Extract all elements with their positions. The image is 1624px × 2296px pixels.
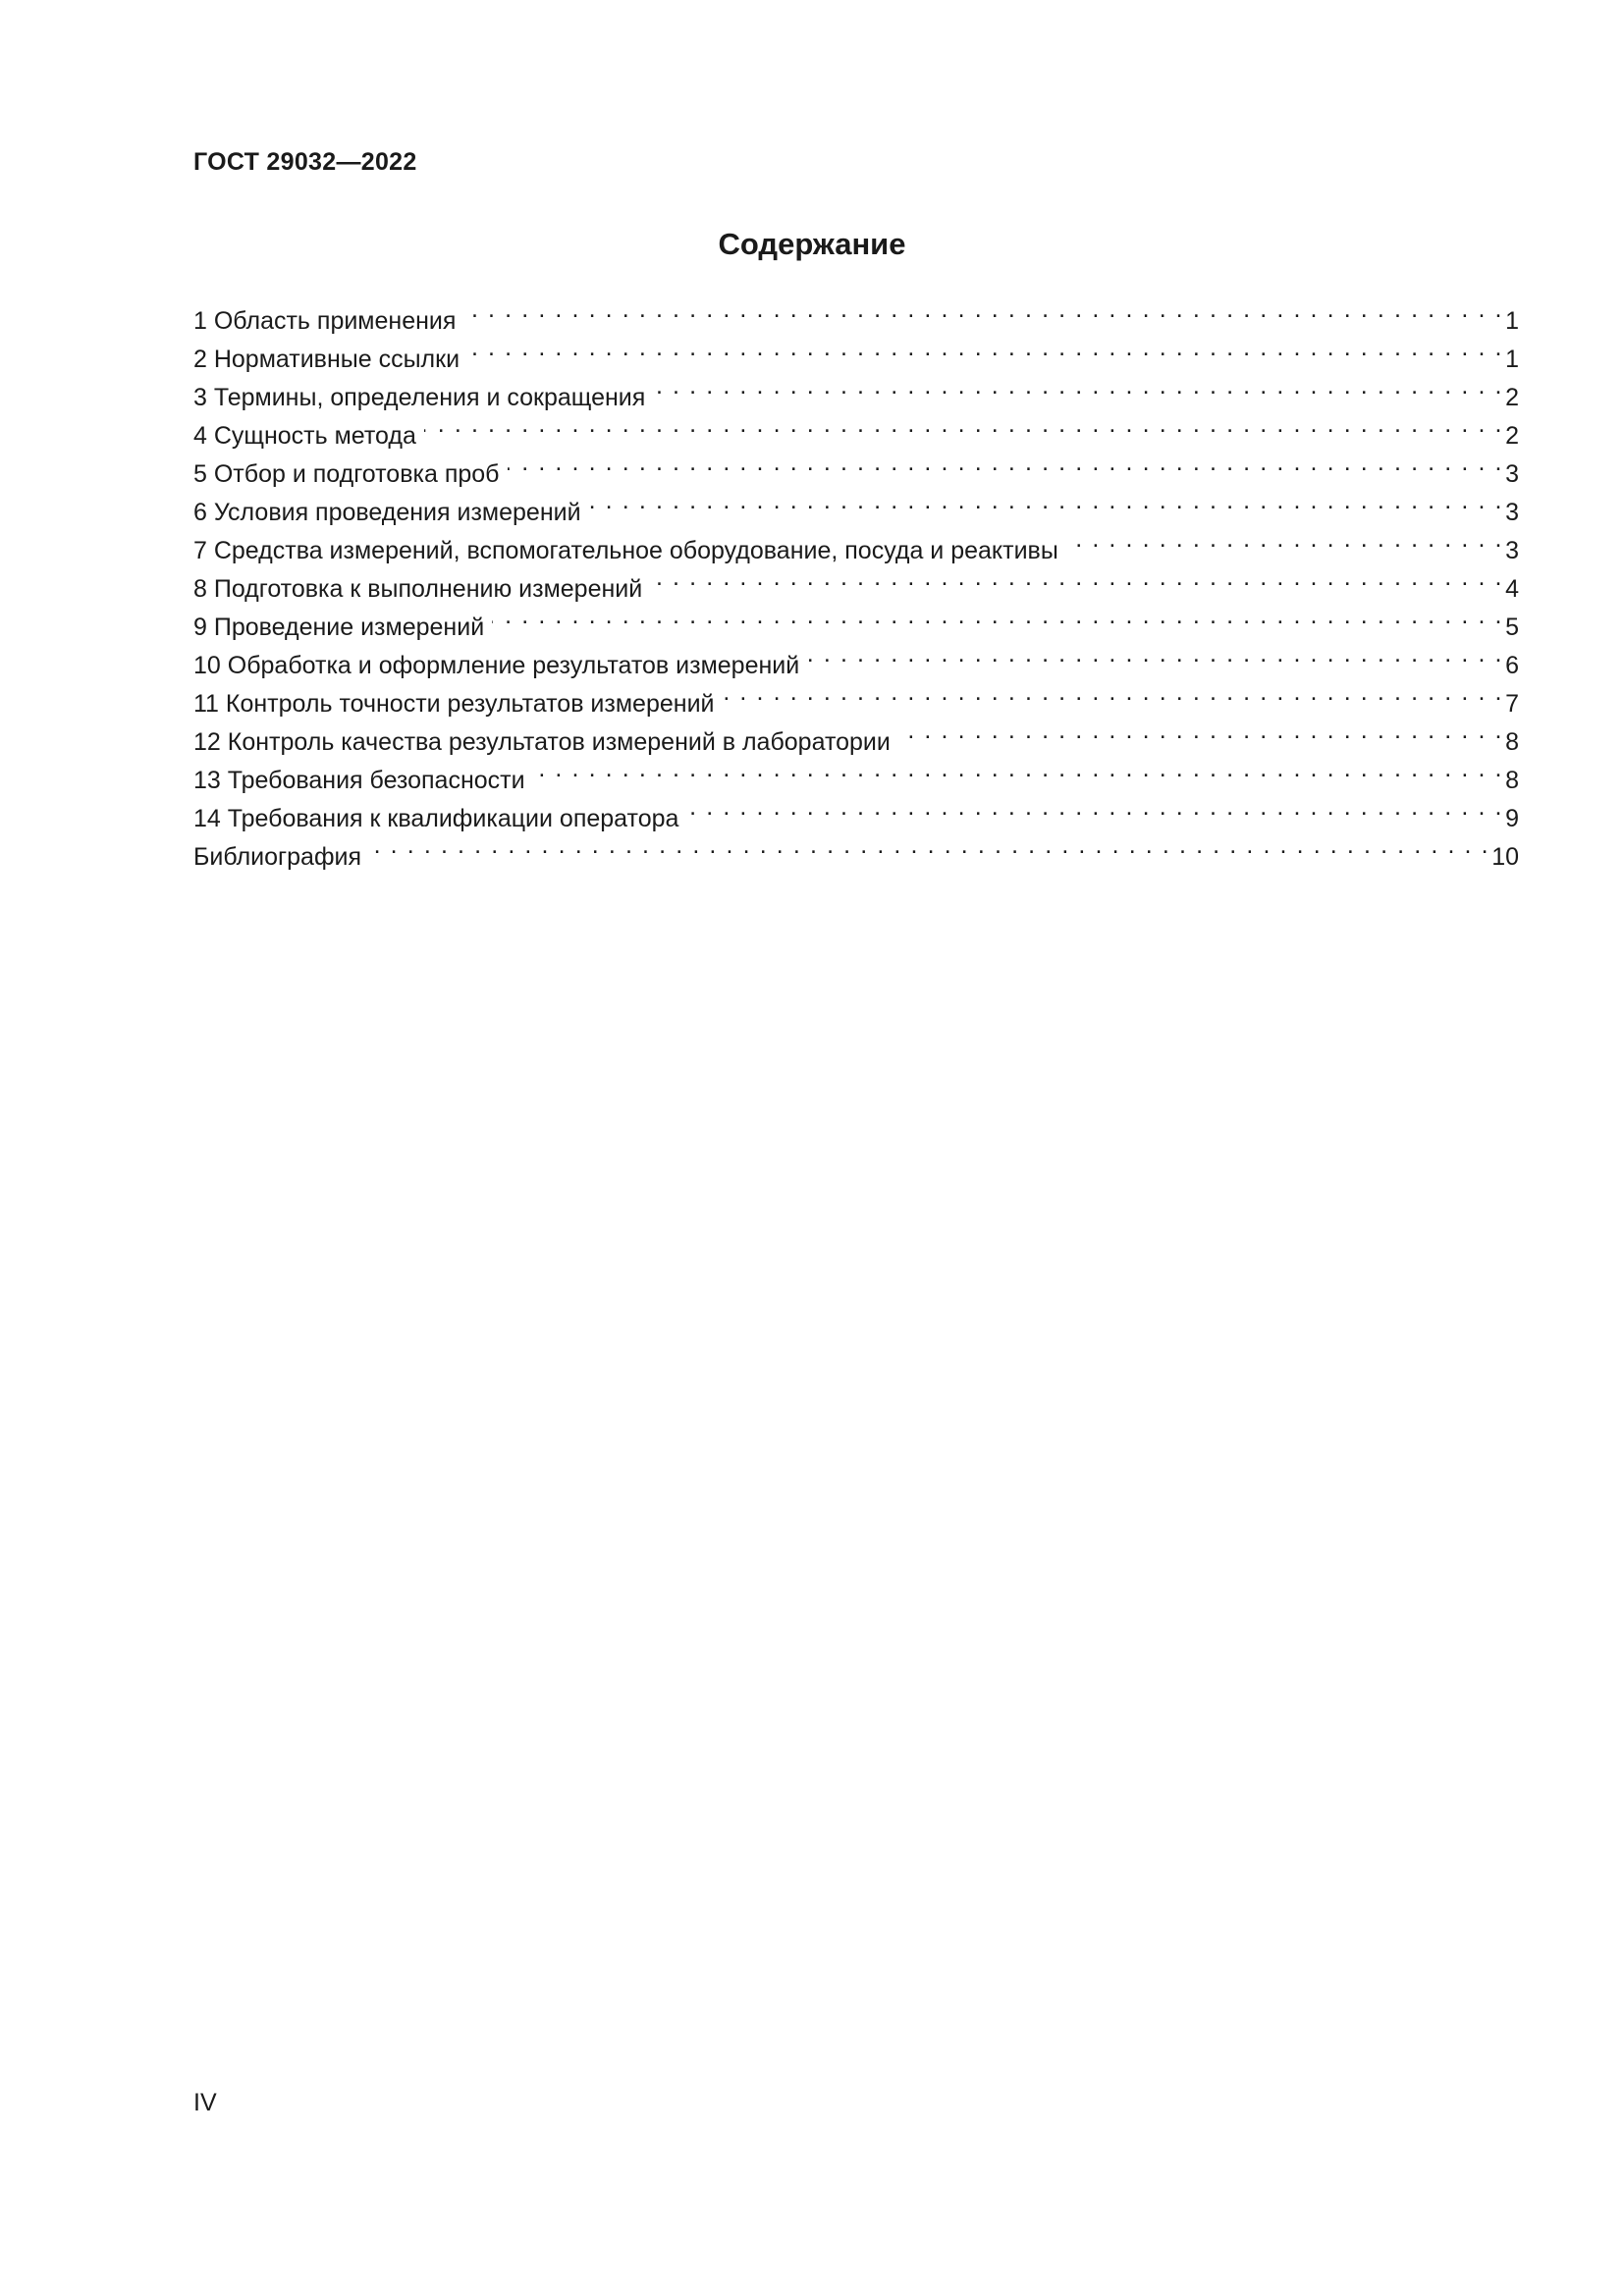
toc-leader-dots [898,712,1503,750]
toc-leader-dots [589,482,1504,520]
toc-entry-page: 5 [1505,614,1519,641]
toc-leader-dots [653,367,1503,405]
document-id: ГОСТ 29032—2022 [193,148,417,176]
toc-entry-page: 1 [1505,307,1519,335]
toc-leader-dots [807,635,1503,673]
toc-leader-dots [650,559,1503,597]
toc-leader-dots [686,788,1503,827]
toc-entry-label: 3 Термины, определения и сокращения [193,384,646,411]
toc-entry-label: 2 Нормативные ссылки [193,346,460,373]
toc-entry-page: 3 [1505,499,1519,526]
toc-leader-dots [369,827,1489,865]
toc-entry[interactable] [193,827,1519,871]
toc-leader-dots [467,329,1503,367]
toc-entry-label: 10 Обработка и оформление результатов измерений [193,652,800,679]
toc-entry-label: 7 Средства измерений, вспомогательное оборудование, посуда и реактивы [193,537,1058,564]
toc-entry-label: 1 Область применения [193,307,457,335]
table-of-contents [193,291,1519,871]
toc-entry-page: 6 [1505,652,1519,679]
toc-leader-dots [533,750,1504,788]
toc-leader-dots [508,444,1504,482]
toc-title: Содержание [718,227,906,261]
toc-entry-page: 4 [1505,575,1519,603]
toc-entry-label: 5 Отбор и подготовка проб [193,460,500,488]
toc-entry-page: 8 [1505,767,1519,794]
toc-entry-label: 6 Условия проведения измерений [193,499,581,526]
toc-entry-page: 2 [1505,422,1519,450]
toc-entry-label: Библиография [193,843,362,871]
toc-leader-dots [1066,520,1503,559]
toc-leader-dots [723,673,1504,712]
toc-leader-dots [463,291,1503,329]
toc-entry-page: 3 [1505,460,1519,488]
page-number: IV [193,2089,217,2116]
toc-entry-page: 7 [1505,690,1519,718]
toc-entry-label: 13 Требования безопасности [193,767,525,794]
toc-entry-label: 9 Проведение измерений [193,614,485,641]
toc-entry-label: 4 Сущность метода [193,422,416,450]
toc-leader-dots [492,597,1503,635]
toc-entry-label: 12 Контроль качества результатов измерений в лаборатории [193,728,891,756]
toc-entry-label: 14 Требования к квалификации оператора [193,805,679,832]
toc-entry-page: 10 [1491,843,1519,871]
toc-entry-page: 3 [1505,537,1519,564]
toc-entry-page: 9 [1505,805,1519,832]
toc-entry-page: 8 [1505,728,1519,756]
toc-leader-dots [424,405,1503,444]
toc-entry[interactable] [193,291,1519,335]
toc-entry-label: 11 Контроль точности результатов измерений [193,690,715,718]
toc-entry-label: 8 Подготовка к выполнению измерений [193,575,643,603]
toc-entry-page: 1 [1505,346,1519,373]
toc-entry-page: 2 [1505,384,1519,411]
